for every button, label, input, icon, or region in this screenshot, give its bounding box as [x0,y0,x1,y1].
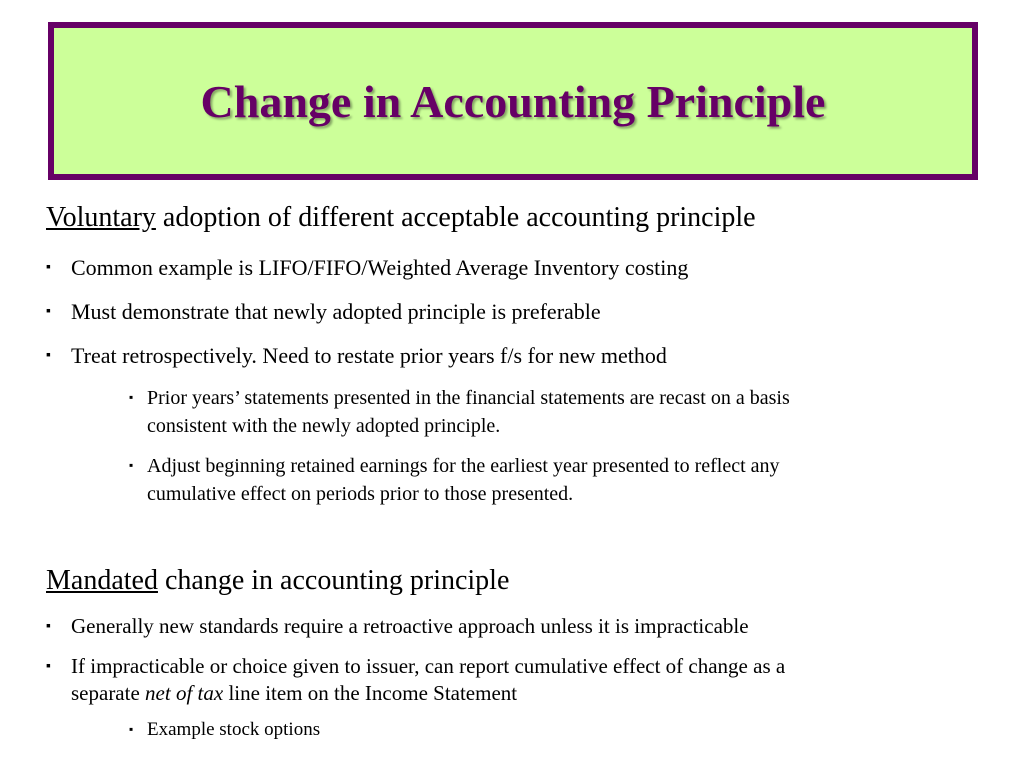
voluntary-heading [46,201,986,235]
voluntary-heading-lead: Voluntary [46,202,156,233]
title-box [48,22,978,180]
bullet-line-1: If impracticable or choice given to issuer, can report cumulative effect of change as a [71,654,786,678]
square-bullet-icon: ▪ [129,390,134,404]
square-bullet-icon: ▪ [46,260,51,275]
mandated-heading-lead: Mandated [46,565,158,596]
square-bullet-icon: ▪ [46,659,51,674]
bullet-line-2-post: line item on the Income Statement [223,681,518,705]
bullet-text: Must demonstrate that newly adopted principle is preferable [71,299,601,324]
net-of-tax-emphasis: net of tax [145,681,224,705]
mandated-heading [46,564,986,598]
sub-bullet-text: Example stock options [147,719,321,740]
square-bullet-icon: ▪ [46,348,51,363]
square-bullet-icon: ▪ [129,722,134,736]
mandated-heading-rest: change in accounting principle [157,565,510,596]
sub-bullet-line-1: Adjust beginning retained earnings for the earliest year presented to reflect any [147,455,780,477]
bullet-text: Treat retrospectively. Need to restate prior years f/s for new method [71,343,667,368]
sub-bullet-line-2: cumulative effect on periods prior to those presented. [147,483,574,505]
sub-bullet-line-2: consistent with the newly adopted principle. [147,415,501,437]
bullet-line-2-pre: separate [71,681,146,705]
slide-title: Change in Accounting Principle [200,75,826,127]
sub-bullet-line-1: Prior years’ statements presented in the financial statements are recast on a basis [147,387,790,409]
sub-bullet-text [147,452,987,508]
bullet-line-2 [71,680,785,707]
square-bullet-icon: ▪ [46,304,51,319]
voluntary-section [46,201,986,235]
bullet-text [71,653,785,707]
bullet-text: Generally new standards require a retroactive approach unless it is impracticable [71,614,749,638]
mandated-section [46,564,986,598]
sub-bullet-text [147,384,987,440]
square-bullet-icon: ▪ [46,619,51,634]
square-bullet-icon: ▪ [129,458,134,472]
bullet-text: Common example is LIFO/FIFO/Weighted Average Inventory costing [71,255,689,280]
voluntary-heading-rest: adoption of different acceptable accounting principle [155,202,756,233]
